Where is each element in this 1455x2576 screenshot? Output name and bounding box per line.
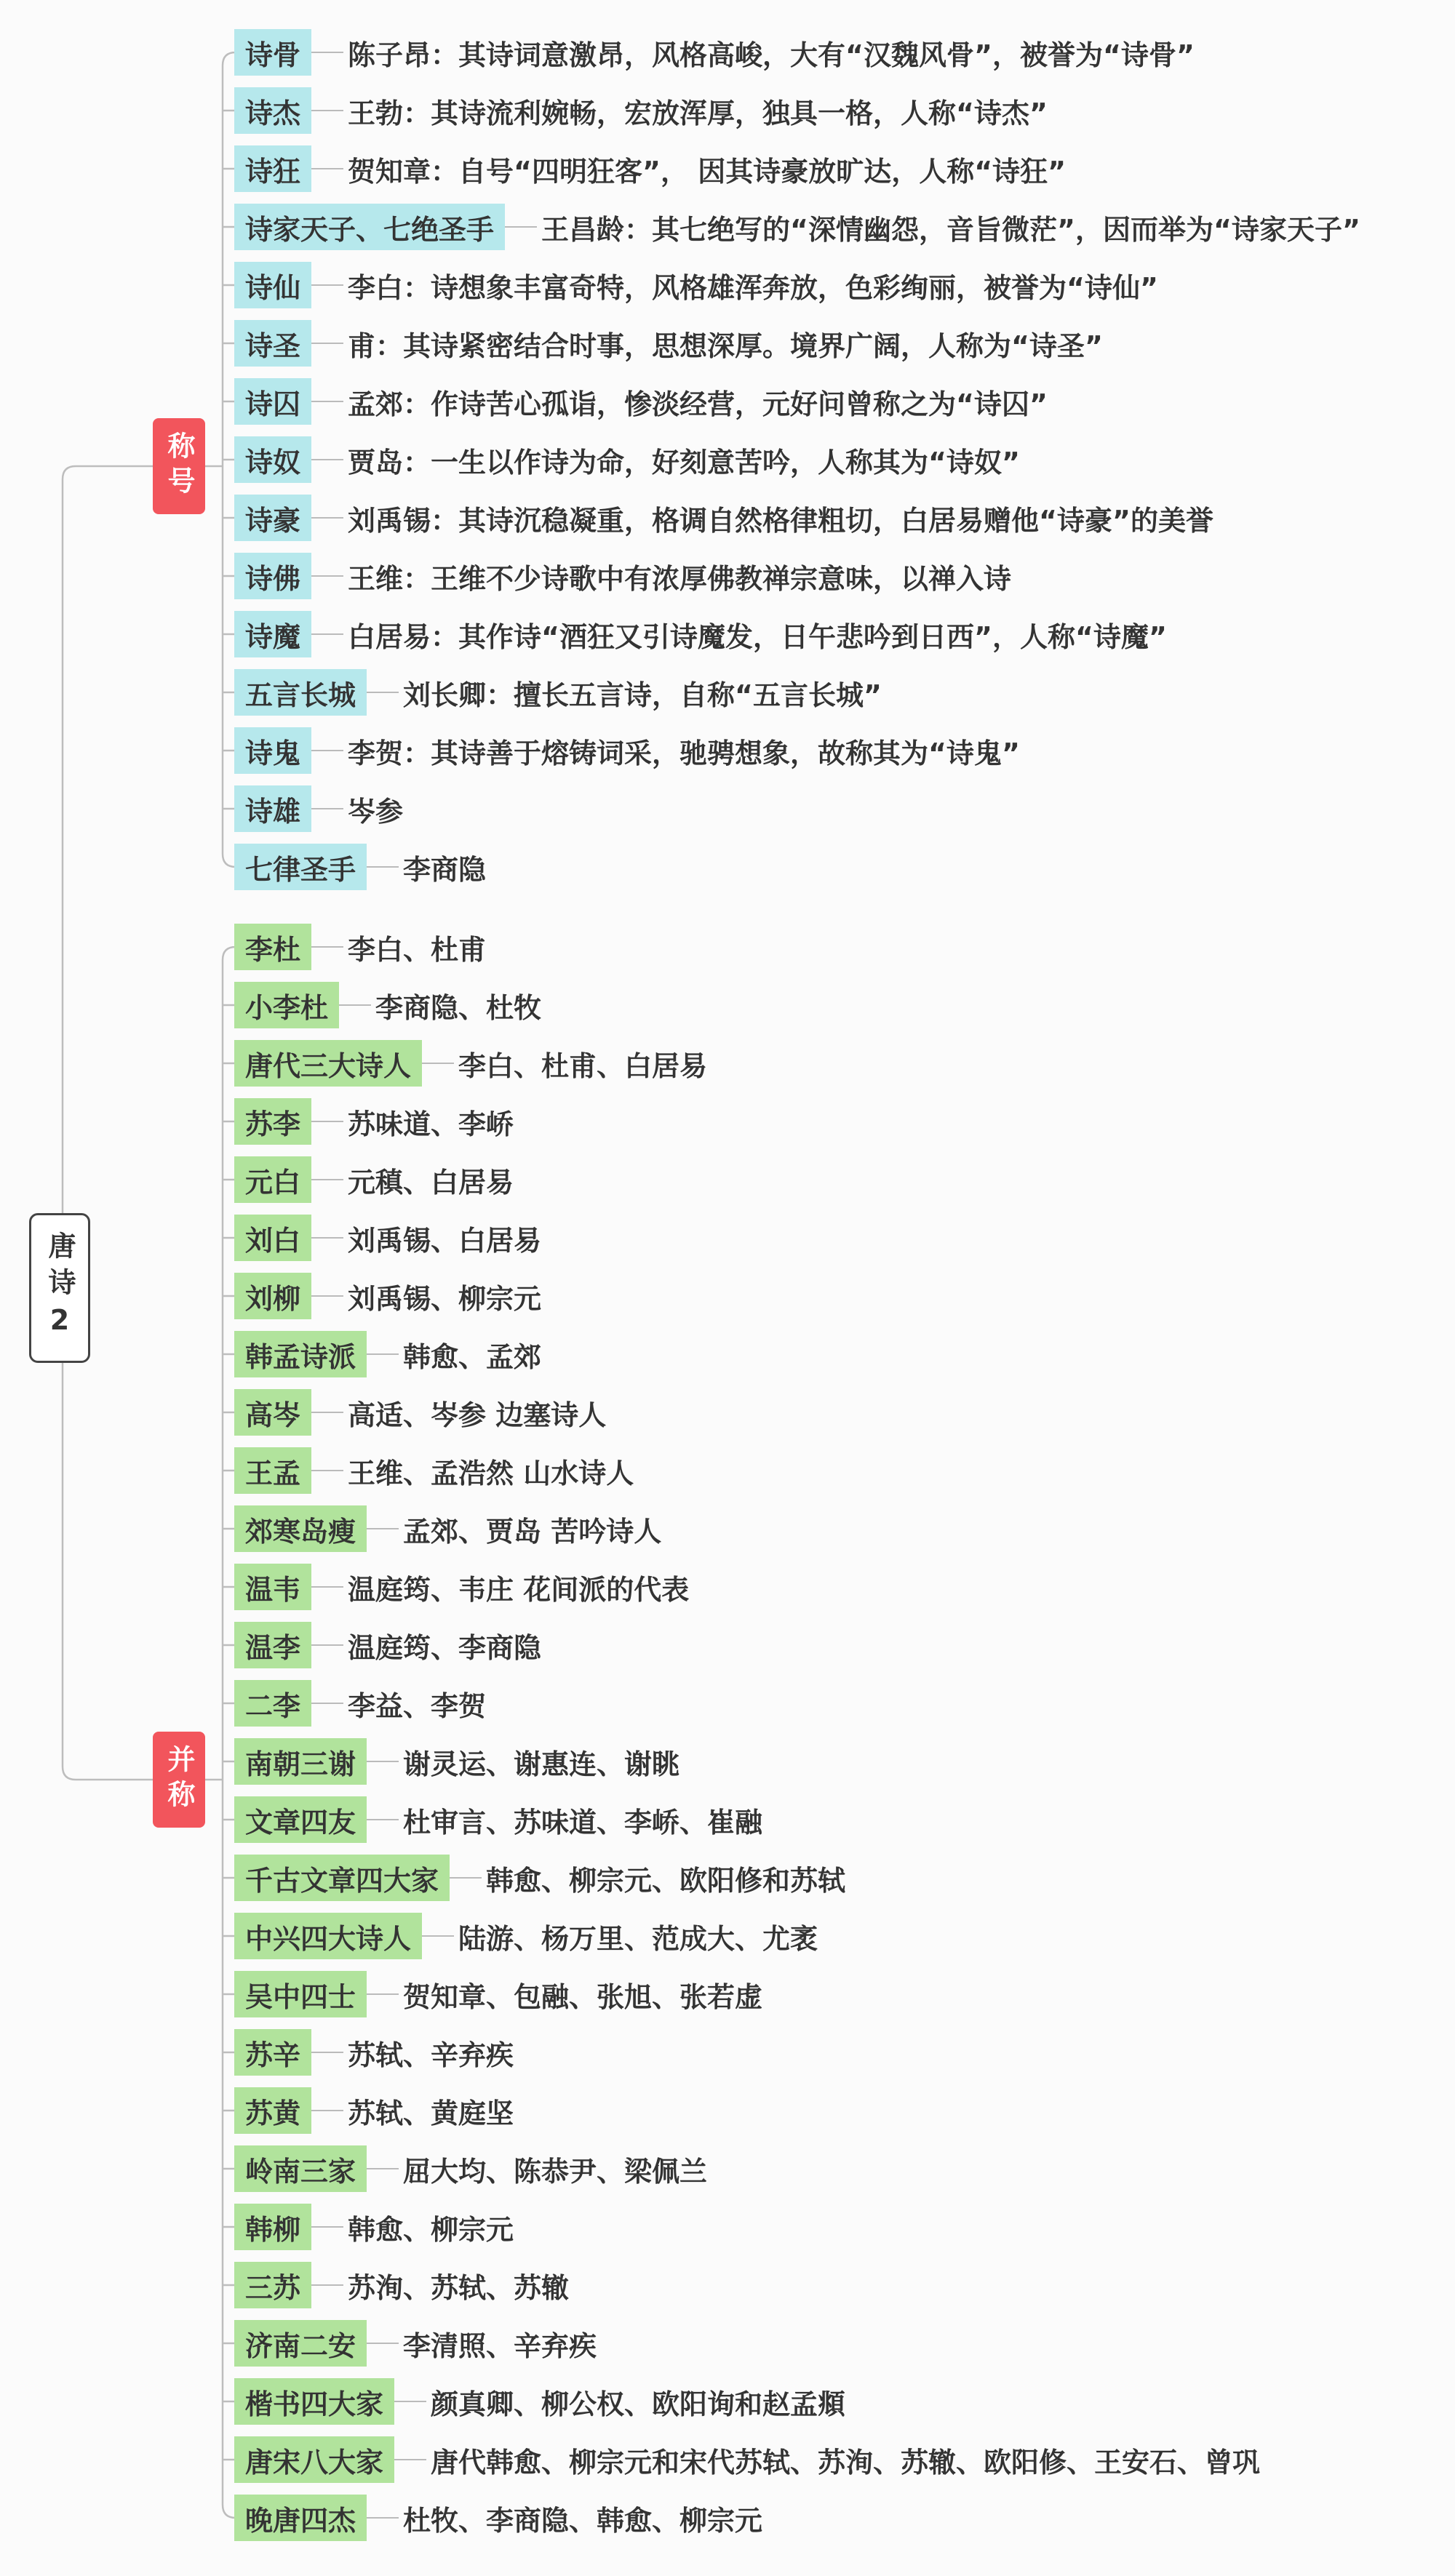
topic-node[interactable]: 高岑: [234, 1389, 311, 1436]
topic-description[interactable]: 屈大均、陈恭尹、梁佩兰: [403, 2155, 708, 2188]
topic-node[interactable]: 诗杰: [234, 87, 311, 134]
trunk-connector: [63, 466, 153, 1213]
branch-row: [234, 1738, 679, 1785]
topic-node[interactable]: 晚唐四杰: [234, 2495, 367, 2541]
branch-row: [234, 1680, 486, 1727]
connector-dash: [311, 52, 343, 53]
topic-description[interactable]: 李白：诗想象丰富奇特，风格雄浑奔放，色彩绚丽，被誉为“诗仙”: [348, 271, 1158, 304]
topic-node[interactable]: 岭南三家: [234, 2145, 367, 2192]
branch-row: [234, 1156, 514, 1203]
root-node[interactable]: [29, 1213, 90, 1363]
topic-description[interactable]: 李益、李贺: [348, 1689, 487, 1722]
topic-node[interactable]: 诗奴: [234, 436, 311, 483]
connector-dash: [311, 633, 343, 635]
topic-node[interactable]: 诗家天子、七绝圣手: [234, 204, 505, 250]
branch-row: [234, 1098, 514, 1145]
topic-node[interactable]: 诗豪: [234, 495, 311, 541]
topic-node[interactable]: 王孟: [234, 1447, 311, 1494]
topic-description[interactable]: 唐代韩愈、柳宗元和宋代苏轼、苏洵、苏辙、欧阳修、王安石、曾巩: [431, 2446, 1261, 2479]
branch-row: [234, 1971, 762, 2017]
topic-description[interactable]: 苏轼、黄庭坚: [348, 2097, 514, 2129]
topic-description[interactable]: 李商隐: [403, 853, 487, 886]
topic-description[interactable]: 温庭筠、李商隐: [348, 1631, 542, 1664]
topic-description[interactable]: 孟郊、贾岛 苦吟诗人: [403, 1515, 662, 1548]
branch-row: [234, 262, 1158, 308]
topic-node[interactable]: 元白: [234, 1156, 311, 1203]
topic-node[interactable]: 韩孟诗派: [234, 1331, 367, 1377]
connector-dash: [311, 946, 343, 948]
topic-description[interactable]: 王勃：其诗流利婉畅，宏放浑厚，独具一格，人称“诗杰”: [348, 97, 1048, 129]
connector-dash: [450, 1877, 482, 1879]
branch-row: [234, 1447, 634, 1494]
topic-node[interactable]: 诗佛: [234, 553, 311, 599]
connector-dash: [367, 1993, 399, 1995]
connector-dash: [367, 1761, 399, 1762]
topic-node[interactable]: 楷书四大家: [234, 2378, 394, 2425]
connector-dash: [367, 692, 399, 693]
topic-node[interactable]: 五言长城: [234, 669, 367, 716]
branch-row: [234, 1622, 541, 1668]
branch-row: [234, 29, 1195, 76]
branch-row: [234, 2320, 597, 2367]
topic-description[interactable]: 李清照、辛弃疾: [403, 2329, 597, 2362]
category-node-pairings[interactable]: [153, 1732, 205, 1828]
topic-node[interactable]: 七律圣手: [234, 844, 367, 890]
branch-row: [234, 2262, 569, 2308]
connector-dash: [311, 168, 343, 169]
connector-dash: [311, 343, 343, 344]
connector-dash: [311, 401, 343, 402]
connector-dash: [311, 517, 343, 519]
topic-node[interactable]: 诗魔: [234, 611, 311, 657]
connector-dash: [311, 2110, 343, 2111]
connector-dash: [311, 750, 343, 751]
topic-node[interactable]: 唐宋八大家: [234, 2436, 394, 2483]
branch-row: [234, 436, 1020, 483]
topic-node[interactable]: 刘白: [234, 1215, 311, 1261]
topic-node[interactable]: 中兴四大诗人: [234, 1913, 422, 1959]
topic-description[interactable]: 陈子昂：其诗词意激昂，风格高峻，大有“汉魏风骨”，被誉为“诗骨”: [348, 39, 1195, 71]
topic-description[interactable]: 高适、岑参 边塞诗人: [348, 1399, 607, 1431]
branch-row: [234, 553, 1011, 599]
connector-dash: [311, 1412, 343, 1413]
topic-node[interactable]: 诗骨: [234, 29, 311, 76]
connector-dash: [311, 2052, 343, 2053]
connector-dash: [422, 1935, 454, 1937]
branch-row: [234, 1331, 541, 1377]
branch-row: [234, 204, 1360, 250]
topic-node[interactable]: 李杜: [234, 924, 311, 970]
topic-description[interactable]: 韩愈、孟郊: [403, 1340, 542, 1373]
topic-description[interactable]: 李白、杜甫: [348, 933, 487, 966]
topic-description[interactable]: 贺知章、包融、张旭、张若虚: [403, 1980, 763, 2013]
branch-row: [234, 1273, 541, 1319]
topic-node[interactable]: 唐代三大诗人: [234, 1040, 422, 1087]
branch-row: [234, 982, 541, 1028]
branch-row: [234, 2029, 514, 2076]
topic-description[interactable]: 王昌龄：其七绝写的“深情幽怨，音旨微茫”，因而举为“诗家天子”: [541, 213, 1360, 246]
topic-description[interactable]: 苏轼、辛弃疾: [348, 2039, 514, 2071]
topic-node[interactable]: 济南二安: [234, 2320, 367, 2367]
connector-dash: [311, 1586, 343, 1588]
topic-node[interactable]: 温韦: [234, 1564, 311, 1610]
branch-row: [234, 669, 882, 716]
branch-row: [234, 378, 1048, 425]
topic-node[interactable]: 吴中四士: [234, 1971, 367, 2017]
branch-row: [234, 727, 1020, 774]
branch-row: [234, 1855, 845, 1901]
connector-dash: [367, 2343, 399, 2344]
topic-description[interactable]: 苏味道、李峤: [348, 1108, 514, 1140]
branch-row: [234, 611, 1167, 657]
topic-node[interactable]: 千古文章四大家: [234, 1855, 450, 1901]
branch-row: [234, 495, 1213, 541]
branch-row: [234, 2495, 762, 2541]
topic-description[interactable]: 温庭筠、韦庄 花间派的代表: [348, 1573, 690, 1606]
topic-node[interactable]: 小李杜: [234, 982, 339, 1028]
connector-dash: [311, 2226, 343, 2228]
topic-node[interactable]: 诗圣: [234, 320, 311, 367]
topic-description[interactable]: 元稹、白居易: [348, 1166, 514, 1199]
connector-dash: [311, 1179, 343, 1180]
topic-description[interactable]: 李白、杜甫、白居易: [458, 1049, 708, 1082]
connector-dash: [394, 2401, 426, 2402]
topic-description[interactable]: 白居易：其作诗“酒狂又引诗魔发，日午悲吟到日西”，人称“诗魔”: [348, 620, 1167, 653]
branch-row: [234, 320, 1103, 367]
topic-node[interactable]: 诗雄: [234, 785, 311, 832]
topic-node[interactable]: 刘柳: [234, 1273, 311, 1319]
connector-dash: [367, 2168, 399, 2169]
topic-description[interactable]: 韩愈、柳宗元、欧阳修和苏轼: [486, 1864, 846, 1897]
connector-dash: [311, 575, 343, 577]
connector-dash: [311, 1295, 343, 1297]
category-label: 并称: [163, 1745, 195, 1815]
connector-dash: [311, 1470, 343, 1471]
branch-row: [234, 785, 403, 832]
topic-description[interactable]: 李贺：其诗善于熔铸词采，驰骋想象，故称其为“诗鬼”: [348, 737, 1020, 769]
connector-dash: [311, 1703, 343, 1704]
topic-description[interactable]: 王维、孟浩然 山水诗人: [348, 1457, 634, 1489]
branch-row: [234, 1796, 762, 1843]
topic-description[interactable]: 韩愈、柳宗元: [348, 2213, 514, 2246]
topic-description[interactable]: 刘长卿：擅长五言诗，自称“五言长城”: [403, 679, 882, 711]
topic-node[interactable]: 文章四友: [234, 1796, 367, 1843]
connector-dash: [367, 1528, 399, 1529]
topic-description[interactable]: 颜真卿、柳公权、欧阳询和赵孟頫: [431, 2388, 846, 2420]
connector-dash: [311, 284, 343, 286]
topic-node[interactable]: 诗狂: [234, 145, 311, 192]
topic-description[interactable]: 贾岛：一生以作诗为命，好刻意苦吟，人称其为“诗奴”: [348, 446, 1020, 479]
branch-row: [234, 145, 1066, 192]
connector-dash: [367, 866, 399, 868]
topic-node[interactable]: 诗仙: [234, 262, 311, 308]
topic-node[interactable]: 诗鬼: [234, 727, 311, 774]
topic-description[interactable]: 杜审言、苏味道、李峤、崔融: [403, 1806, 763, 1839]
branch-row: [234, 924, 486, 970]
connector-dash: [311, 2284, 343, 2286]
branch-row: [234, 2145, 707, 2192]
connector-dash: [422, 1063, 454, 1064]
branch-row: [234, 2378, 845, 2425]
topic-node[interactable]: 苏李: [234, 1098, 311, 1145]
branch-row: [234, 1505, 661, 1552]
topic-description[interactable]: 苏洵、苏轼、苏辙: [348, 2271, 570, 2304]
branch-row: [234, 2087, 514, 2134]
connector-dash: [367, 2517, 399, 2519]
topic-description[interactable]: 王维：王维不少诗歌中有浓厚佛教禅宗意味，以禅入诗: [348, 562, 1012, 595]
topic-description[interactable]: 陆游、杨万里、范成大、尤袤: [458, 1922, 818, 1955]
root-label: 唐诗2: [44, 1231, 76, 1345]
connector-dash: [505, 226, 537, 228]
topic-description[interactable]: 刘禹锡、白居易: [348, 1224, 542, 1257]
connector-dash: [311, 808, 343, 809]
topic-description[interactable]: 岑参: [348, 795, 404, 828]
trunk-connector: [63, 1363, 153, 1780]
branch-row: [234, 1389, 606, 1436]
connector-dash: [394, 2459, 426, 2460]
branch-row: [234, 1564, 689, 1610]
connector-dash: [311, 1121, 343, 1122]
connector-dash: [367, 1819, 399, 1820]
topic-node[interactable]: 南朝三谢: [234, 1738, 367, 1785]
branch-row: [234, 844, 486, 890]
connector-dash: [311, 1237, 343, 1239]
branch-row: [234, 1913, 818, 1959]
topic-description[interactable]: 杜牧、李商隐、韩愈、柳宗元: [403, 2504, 763, 2537]
connector-dash: [311, 110, 343, 111]
topic-node[interactable]: 诗囚: [234, 378, 311, 425]
topic-node[interactable]: 苏辛: [234, 2029, 311, 2076]
topic-description[interactable]: 孟郊：作诗苦心孤诣，惨淡经营，元好问曾称之为“诗囚”: [348, 388, 1048, 420]
topic-node[interactable]: 温李: [234, 1622, 311, 1668]
branch-row: [234, 87, 1048, 134]
branch-row: [234, 1040, 707, 1087]
topic-description[interactable]: 刘禹锡：其诗沉稳凝重，格调自然格律粗切，白居易赠他“诗豪”的美誉: [348, 504, 1213, 537]
topic-node[interactable]: 二李: [234, 1680, 311, 1727]
category-node-titles[interactable]: [153, 418, 205, 514]
topic-description[interactable]: 贺知章：自号“四明狂客”， 因其诗豪放旷达，人称“诗狂”: [348, 155, 1067, 188]
category-label: 称号: [163, 431, 195, 501]
branch-row: [234, 1215, 541, 1261]
topic-description[interactable]: 李商隐、杜牧: [375, 991, 542, 1024]
connector-dash: [367, 1353, 399, 1355]
topic-description[interactable]: 甫：其诗紧密结合时事，思想深厚。境界广阔，人称为“诗圣”: [348, 329, 1103, 362]
connector-dash: [311, 1644, 343, 1646]
connector-dash: [311, 459, 343, 460]
topic-node[interactable]: 郊寒岛瘦: [234, 1505, 367, 1552]
topic-node[interactable]: 三苏: [234, 2262, 311, 2308]
topic-description[interactable]: 刘禹锡、柳宗元: [348, 1282, 542, 1315]
topic-node[interactable]: 韩柳: [234, 2204, 311, 2250]
topic-description[interactable]: 谢灵运、谢惠连、谢眺: [403, 1748, 680, 1780]
topic-node[interactable]: 苏黄: [234, 2087, 311, 2134]
branch-row: [234, 2204, 514, 2250]
branch-row: [234, 2436, 1260, 2483]
connector-dash: [339, 1004, 371, 1006]
